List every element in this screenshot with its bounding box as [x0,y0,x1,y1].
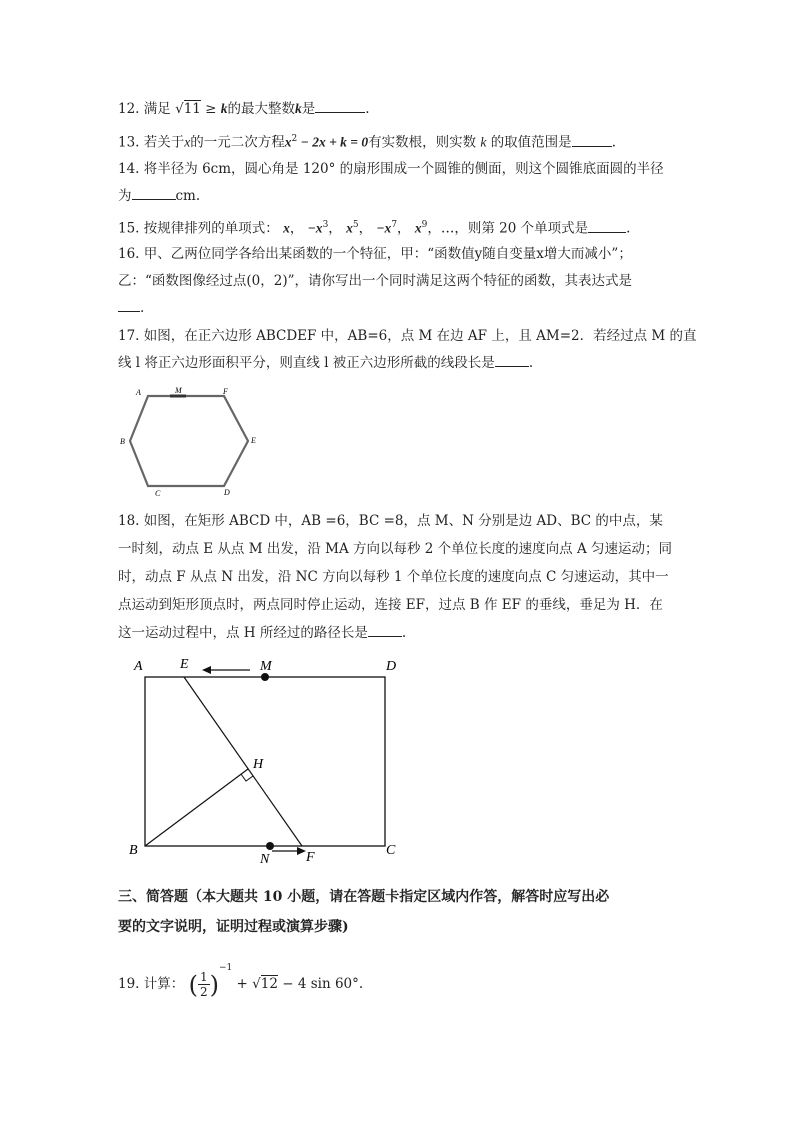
question-18-line5: 这一运动过程中，点 H 所经过的路径长是 . [118,625,407,641]
label-N: N [260,852,270,867]
label-M: M [260,659,272,674]
point-n [266,842,274,850]
label-M: M [175,386,182,395]
answer-blank [572,134,612,147]
question-16-line2: 乙：“函数图像经过点(0，2)”，请你写出一个同时满足这两个特征的函数，其表达式是 [118,273,633,289]
section-3-heading: 三、简答题（本大题共 10 小题，请在答题卡指定区域内作答，解答时应写出必 [118,889,610,905]
question-18-line3: 时，动点 F 从点 N 出发，沿 NC 方向以每秒 1 个单位长度的速度向点 C 匀速运动，其中一 [118,569,669,585]
answer-blank [495,354,529,367]
segment-bh [145,769,248,846]
question-15: 15. 按规律排列的单项式： x， $-x^3$， $x^5$， $-x^7$， $x^9$，…，则第 20 个单项式是 . [118,220,631,237]
label-C: C [386,843,396,858]
label-E: E [180,657,189,672]
answer-blank [315,100,365,113]
label-B: B [129,843,138,858]
label-D: D [386,659,397,674]
answer-blank [588,220,626,233]
question-16-line3: . [118,299,144,317]
label-B: B [120,437,125,446]
question-18: 18. 如图，在矩形 ABCD 中，AB =6，BC =8，点 M、N 分别是边 AD、BC 的中点，某 [118,513,663,529]
question-17: 17. 如图，在正六边形 ABCDEF 中，AB=6，点 M 在边 AF 上，且 AM=2．若经过点 M 的直 [118,328,697,344]
question-14: 14. 将半径为 6cm，圆心角是 120° 的扇形围成一个圆锥的侧面，则这个圆锥底面圆的半径 [118,161,664,177]
sqrt-expression: √11 [175,101,201,117]
sqrt-expression: √12 [252,976,278,992]
right-angle-mark [241,774,253,781]
label-A: A [136,388,141,397]
label-H: H [253,757,264,772]
question-19: 19. 计算： ( $\frac{1}{2}$ )$^{-1}$ + √12 − 4 sin 60°. [118,963,364,999]
label-C: C [155,489,161,498]
question-14-line2: 为 cm. [118,188,201,204]
arrow-e-head [202,666,211,674]
question-16: 16. 甲、乙两位同学各给出某函数的一个特征，甲：“函数值y随自变量x增大而减小”； [118,246,632,262]
rectangle-abcd [145,677,385,846]
fraction: $\frac{1}{2}$ [199,970,208,999]
hexagon-shape [130,396,248,486]
section-3-heading-line2: 要的文字说明，证明过程或演算步骤) [118,919,349,935]
question-18-line4: 点运动到矩形顶点时，两点同时停止运动，连接 EF，过点 B 作 EF 的垂线，垂足为 H．在 [118,597,663,613]
hexagon-figure [118,380,268,500]
question-17-line2: 线 l 将正六边形面积平分，则直线 l 被正六边形所截的线段长是 . [118,355,534,371]
rectangle-figure [120,652,410,872]
label-F: F [223,387,228,396]
label-A: A [134,659,143,674]
question-18-line2: 一时刻，动点 E 从点 M 出发，沿 MA 方向以每秒 2 个单位长度的速度向点 A 匀速运动；同 [118,541,672,557]
arrow-f-head [297,847,306,855]
label-F: F [306,850,315,865]
point-m [261,673,269,681]
answer-blank [118,299,140,312]
answer-blank [132,187,176,200]
question-13: 13. 若关于x的一元二次方程$x^2 - 2x + k = 0$有实数根，则实数 k 的取值范围是 . [118,134,616,151]
question-12: 12. 满足 √11 ≥ k的最大整数k是 . [118,101,370,117]
answer-blank [368,624,402,637]
label-E: E [251,436,256,445]
label-D: D [224,488,230,497]
segment-ef [184,677,302,846]
fraction-expression: ( [188,970,198,999]
